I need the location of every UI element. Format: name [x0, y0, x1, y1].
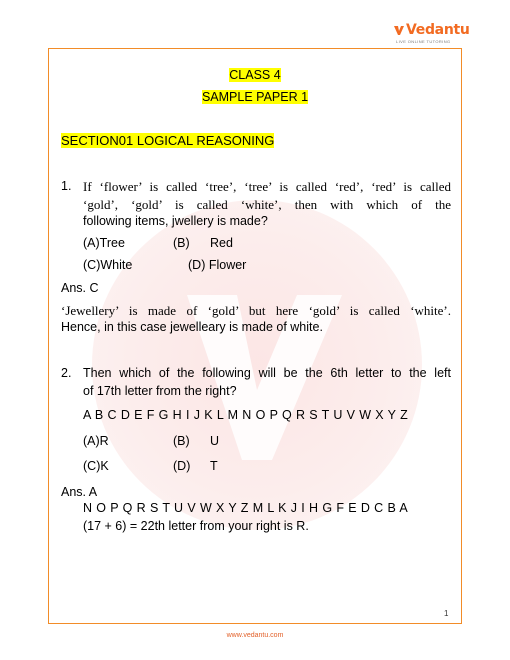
- paper-heading: SAMPLE PAPER 1: [201, 90, 309, 104]
- page-number: 1: [444, 609, 449, 618]
- q1-explanation-line2: Hence, in this case jewelleary is made of white.: [61, 320, 323, 334]
- q2-explanation-line1: N O P Q R S T U V W X Y Z M L K J I H G F E D C B A: [83, 501, 409, 515]
- q2-line2: of 17th letter from the right?: [83, 384, 237, 398]
- logo-wordmark: Vedantu: [406, 22, 470, 38]
- q1-option-b-label: (B): [173, 236, 190, 250]
- q1-option-a: (A)Tree: [83, 236, 125, 250]
- vedantu-logo: [392, 20, 470, 48]
- q1-answer: Ans. C: [61, 281, 99, 295]
- q2-option-b: U: [210, 434, 220, 448]
- q1-line1: If ‘flower’ is called ‘tree’, ‘tree’ is called ‘red’, ‘red’ is called: [83, 179, 451, 194]
- q2-option-d: T: [210, 459, 218, 473]
- section-title: SECTION01 LOGICAL REASONING: [61, 133, 275, 148]
- logo-mark-icon: [392, 23, 406, 37]
- q2-answer: Ans. A: [61, 485, 98, 499]
- q2-alphabet: A B C D E F G H I J K L M N O P Q R S T U V W X Y Z: [83, 408, 409, 422]
- q2-option-c: (C)K: [83, 459, 109, 473]
- q2-explanation-line2: (17 + 6) = 22th letter from your right is R.: [83, 519, 309, 533]
- logo-tagline: LIVE ONLINE TUTORING: [396, 39, 451, 44]
- q1-number: 1.: [61, 179, 72, 193]
- q2-option-a: (A)R: [83, 434, 109, 448]
- q1-option-d: (D) Flower: [188, 258, 247, 272]
- q1-option-c: (C)White: [83, 258, 133, 272]
- q2-number: 2.: [61, 366, 72, 380]
- q1-option-b: Red: [210, 236, 233, 250]
- q1-line3: following items, jwellery is made?: [83, 214, 268, 228]
- q2-line1: Then which of the following will be the 6th letter to the left: [83, 366, 451, 380]
- q2-option-d-label: (D): [173, 459, 191, 473]
- q1-explanation-line1: ‘Jewellery’ is made of ‘gold’ but here ‘gold’ is called ‘white’.: [61, 303, 451, 318]
- q1-line2: ‘gold’, ‘gold’ is called ‘white’, then with which of the: [83, 197, 451, 212]
- class-heading: CLASS 4: [229, 68, 281, 82]
- q2-option-b-label: (B): [173, 434, 190, 448]
- footer-url[interactable]: www.vedantu.com: [226, 632, 284, 639]
